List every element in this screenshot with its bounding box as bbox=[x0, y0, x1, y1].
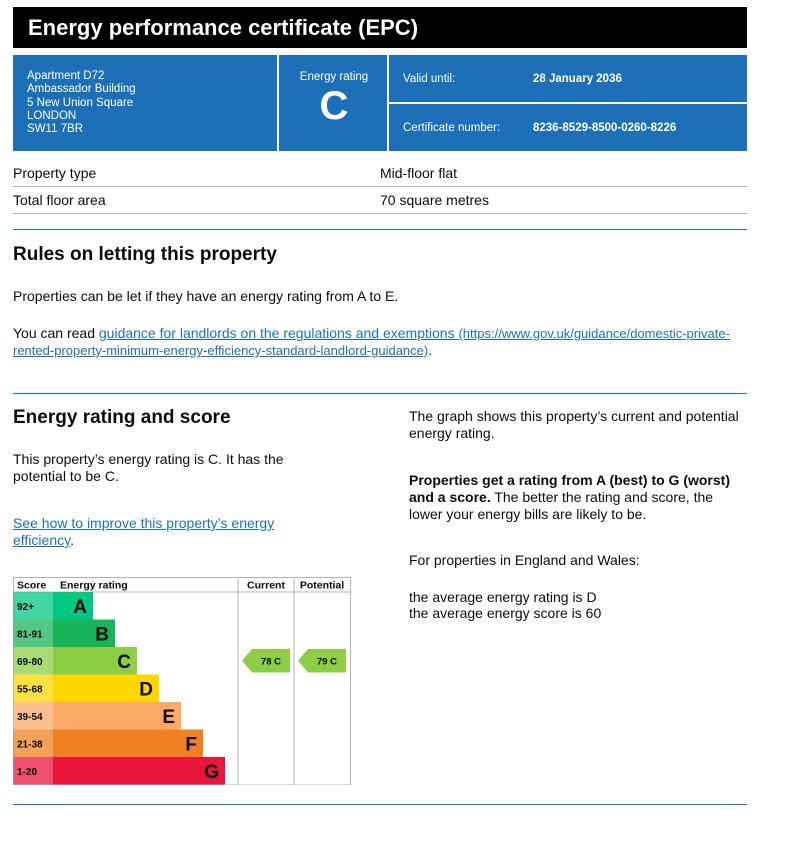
chart-band-letter: F bbox=[185, 734, 197, 756]
average-score: the average energy score is 60 bbox=[409, 605, 602, 621]
certificate-number-label: Certificate number: bbox=[403, 122, 501, 134]
chart-band-letter: B bbox=[95, 624, 109, 646]
address-line: 5 New Union Square bbox=[27, 96, 134, 109]
floor-area-value: 70 square metres bbox=[380, 192, 489, 208]
valid-until-label: Valid until: bbox=[403, 73, 456, 85]
energy-rating-letter: C bbox=[319, 84, 349, 128]
average-rating: the average energy rating is D bbox=[409, 589, 597, 605]
floor-area-label: Total floor area bbox=[13, 192, 106, 208]
chart-header-rating: Energy rating bbox=[60, 579, 128, 592]
landlord-guidance-link[interactable]: guidance for landlords on the regulations and exemptions (https://www.gov.uk/guidance/domestic-private-rented-property-minimum-energy-efficiency-standard-landlord-guidance) bbox=[13, 325, 730, 358]
section-divider bbox=[13, 229, 747, 230]
valid-until-value: 28 January 2036 bbox=[533, 73, 622, 85]
chart-score-label: 55-68 bbox=[17, 684, 43, 696]
address-line: Ambassador Building bbox=[27, 83, 136, 96]
chart-band-letter: D bbox=[139, 679, 153, 701]
valid-until-row bbox=[389, 55, 747, 104]
chart-current-rating-label: 78 C bbox=[260, 656, 282, 668]
section-divider bbox=[13, 804, 747, 805]
chart-score-label: 92+ bbox=[17, 601, 34, 613]
chart-header-potential: Potential bbox=[299, 579, 345, 592]
page-title: Energy performance certificate (EPC) bbox=[28, 15, 419, 40]
chart-header-score: Score bbox=[17, 579, 47, 592]
energy-rating-label: Energy rating bbox=[299, 71, 369, 83]
title-bar bbox=[13, 7, 747, 48]
energy-rating-box bbox=[281, 55, 389, 151]
address-line: SW11 7BR bbox=[27, 123, 84, 136]
certificate-number-value: 8236-8529-8500-0260-8226 bbox=[533, 122, 677, 134]
property-type-row bbox=[13, 160, 747, 187]
chart-score-label: 21-38 bbox=[17, 739, 43, 751]
property-type-label: Property type bbox=[13, 165, 97, 181]
improve-text: See how to improve this property’s energy efficiency. bbox=[13, 515, 275, 548]
energy-rating-chart bbox=[13, 577, 353, 790]
letting-guidance-text: You can read guidance for landlords on the regulations and exemptions (https://www.gov.uk/guidance/domestic-private-rented-property-minimum-energy-efficiency-standard-landlord-guidance). bbox=[13, 325, 730, 358]
certificate-summary bbox=[13, 55, 747, 151]
chart-band-letter: C bbox=[117, 651, 131, 673]
graph-explanation: The graph shows this property’s current and potential energy rating. bbox=[409, 408, 739, 441]
letting-rule-text: Properties can be let if they have an energy rating from A to E. bbox=[13, 288, 399, 304]
chart-band-bar bbox=[53, 730, 203, 758]
property-details-table bbox=[13, 160, 747, 214]
chart-band-letter: E bbox=[162, 706, 175, 728]
property-type-value: Mid-floor flat bbox=[380, 165, 458, 181]
guidance-prefix: You can read bbox=[13, 325, 99, 341]
rating-scale-explanation: Properties get a rating from A (best) to G (worst) and a score. The better the rating and score, the lower your energy bills are likely to be. bbox=[409, 472, 730, 522]
chart-score-label: 39-54 bbox=[17, 711, 43, 723]
chart-score-label: 1-20 bbox=[17, 766, 38, 778]
chart-band-letter: G bbox=[204, 761, 219, 783]
improve-efficiency-link[interactable]: See how to improve this property’s energy efficiency bbox=[13, 515, 275, 548]
energy-heading: Energy rating and score bbox=[13, 407, 231, 428]
floor-area-row bbox=[13, 187, 747, 214]
chart-score-label: 69-80 bbox=[17, 656, 43, 668]
certificate-number-row bbox=[389, 104, 747, 151]
section-divider bbox=[13, 393, 747, 394]
chart-band-bar bbox=[53, 757, 225, 785]
letting-heading: Rules on letting this property bbox=[13, 244, 277, 265]
address-line: Apartment D72 bbox=[27, 70, 105, 82]
chart-band-letter: A bbox=[73, 596, 87, 618]
energy-rating-text: This property’s energy rating is C. It has the potential to be C. bbox=[13, 451, 284, 484]
energy-rating-graph bbox=[13, 577, 353, 785]
chart-potential-rating-label: 79 C bbox=[316, 656, 338, 668]
chart-header-current: Current bbox=[247, 579, 285, 592]
address-line: LONDON bbox=[27, 109, 77, 122]
region-note: For properties in England and Wales: bbox=[409, 552, 640, 568]
property-address bbox=[13, 55, 279, 151]
chart-score-label: 81-91 bbox=[17, 629, 43, 641]
